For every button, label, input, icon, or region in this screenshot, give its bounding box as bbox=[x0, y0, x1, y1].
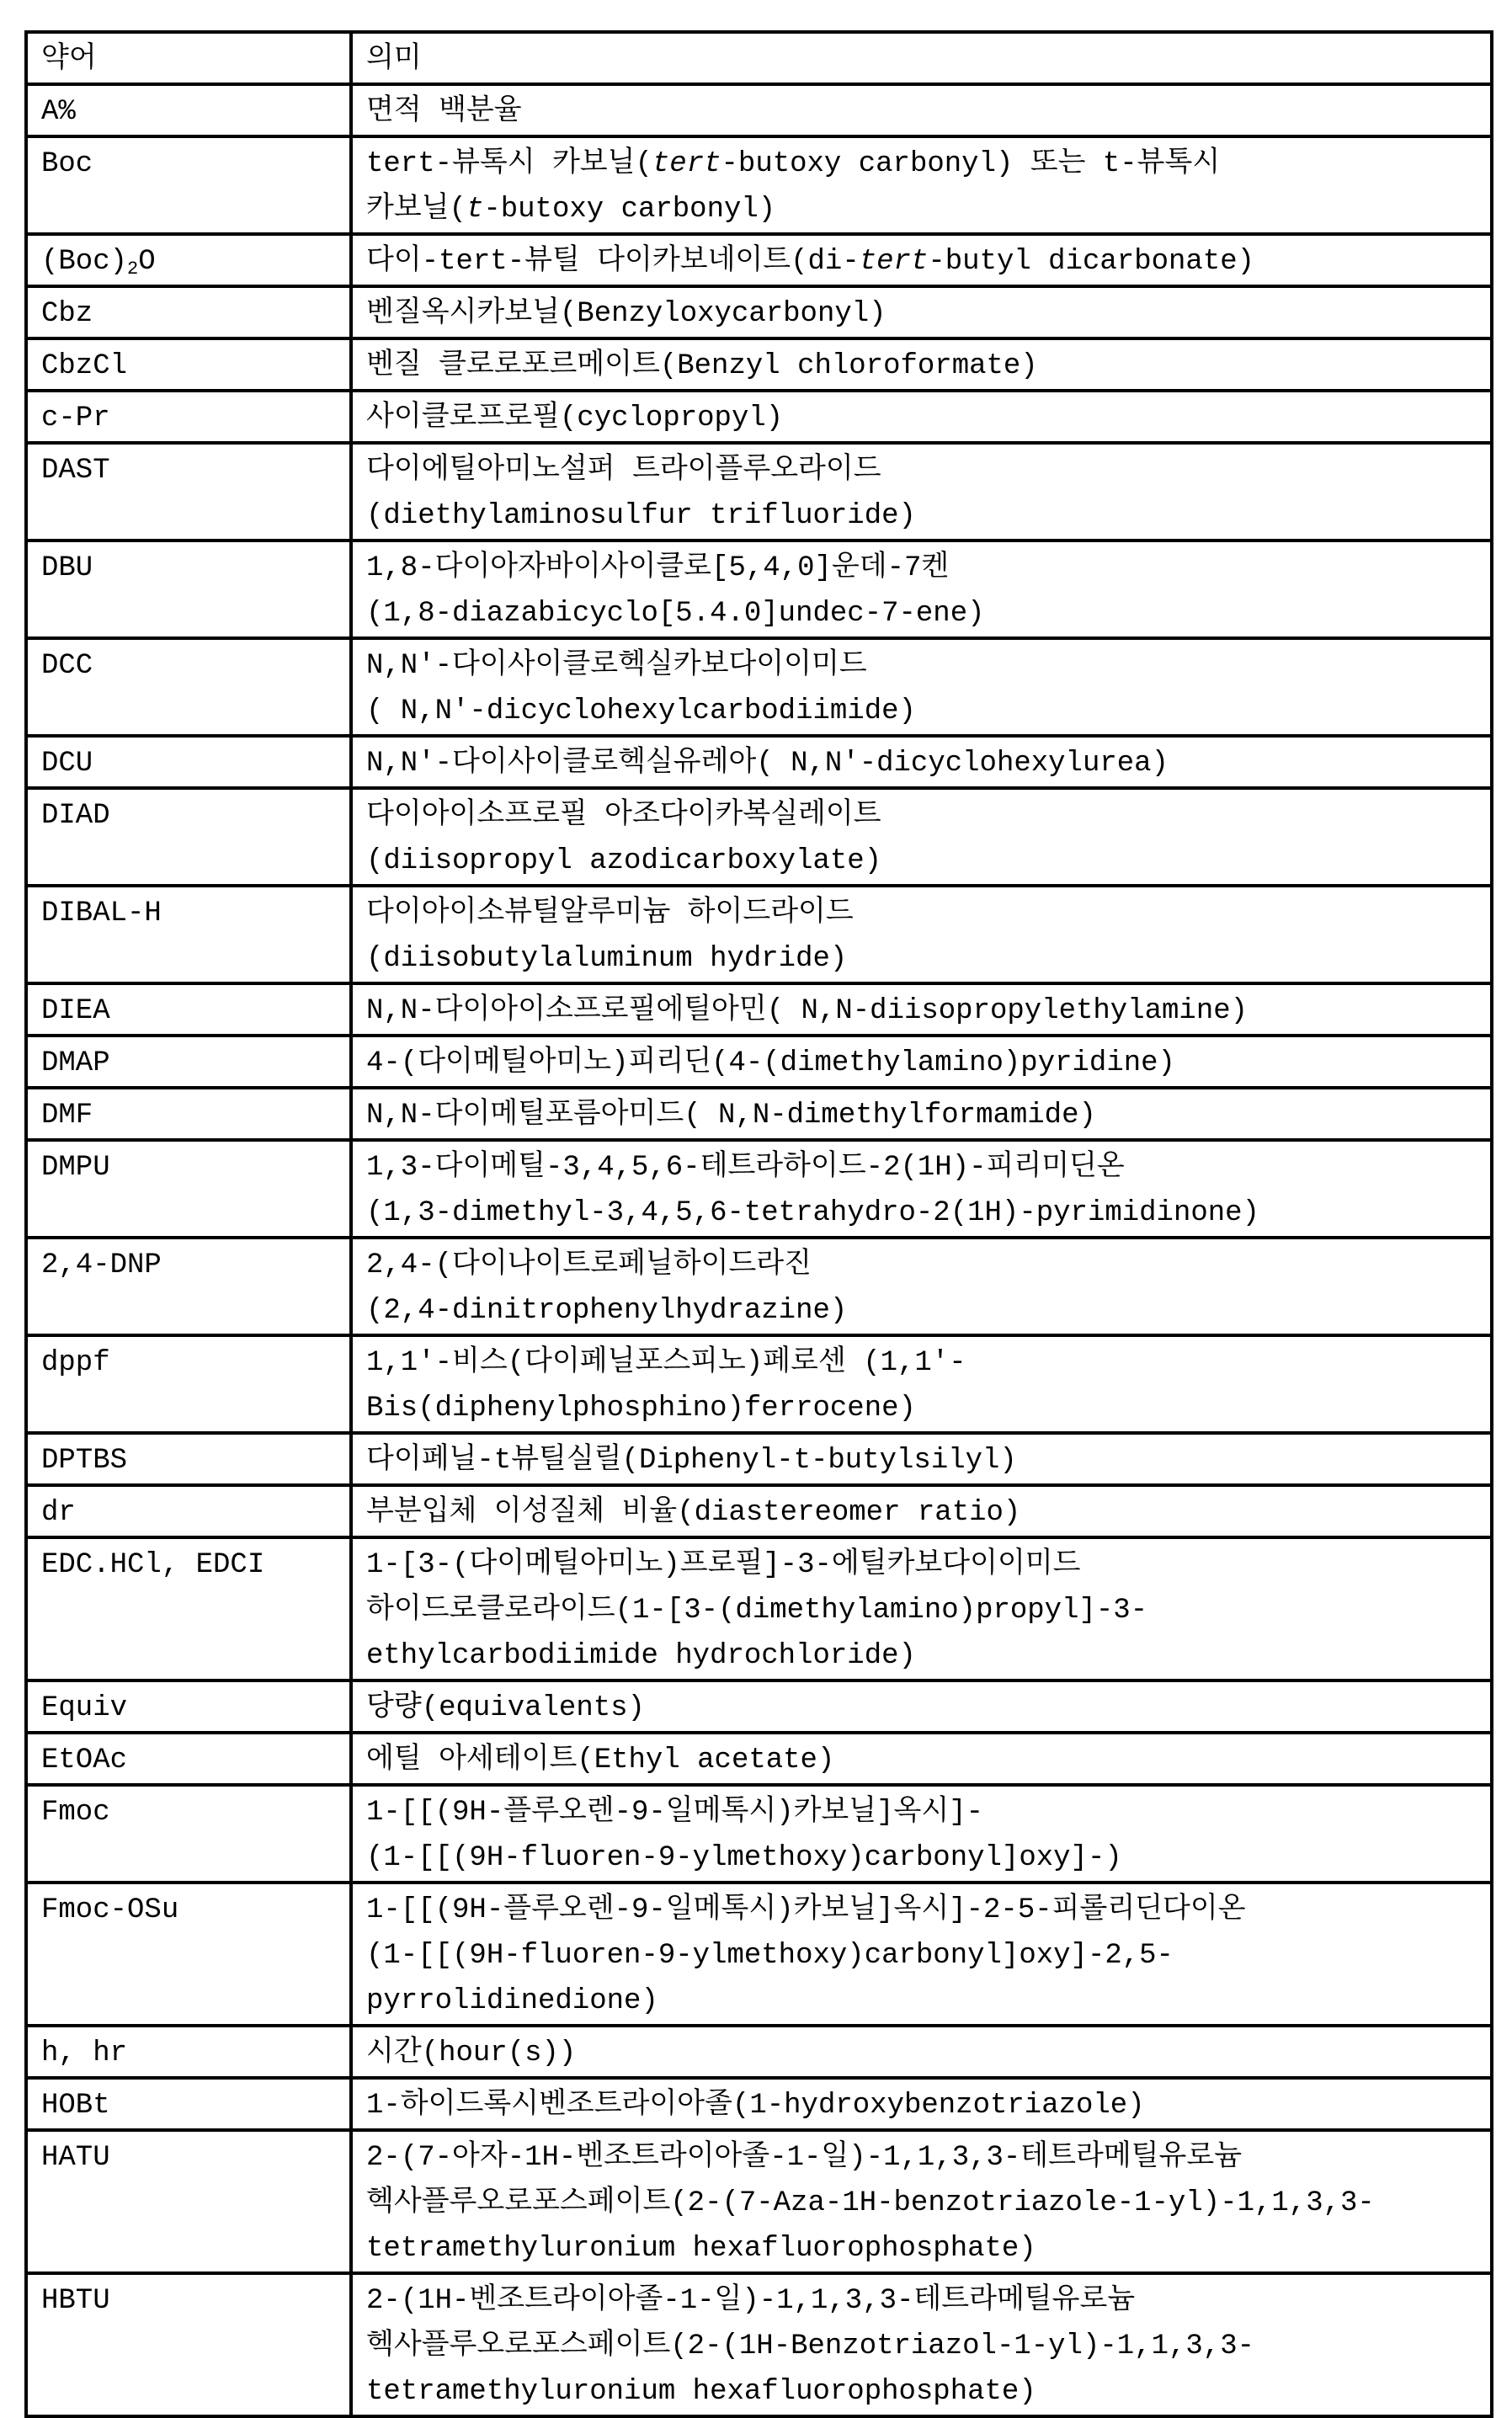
abbreviation-cell bbox=[26, 391, 351, 443]
meaning-text: 1-[3-(다이메틸아미노)프로필]-3-에틸카보다이이미드 bbox=[366, 1549, 1080, 1581]
abbreviation-text: EDC.HCl, EDCI bbox=[41, 1549, 264, 1581]
table-row bbox=[26, 1036, 1492, 1088]
meaning-text: -butoxy carbonyl) bbox=[483, 194, 775, 226]
abbreviation-cell bbox=[26, 338, 351, 391]
meaning-text: 하이드로클로라이드(1-[3-(dimethylamino)propyl]-3- bbox=[366, 1595, 1147, 1627]
abbreviation-text: Equiv bbox=[41, 1692, 127, 1724]
meaning-text: 2-(1H-벤조트라이아졸-1-일)-1,1,3,3-테트라메틸유로늄 bbox=[366, 2285, 1135, 2317]
abbreviation-cell bbox=[26, 443, 351, 541]
abbreviation-text: HBTU bbox=[41, 2285, 110, 2317]
meaning-line bbox=[366, 591, 1478, 636]
meaning-line bbox=[366, 741, 1478, 786]
abbreviation-cell bbox=[26, 983, 351, 1036]
meaning-text: 1,8-다이아자바이사이클로[5,4,0]운데-7켄 bbox=[366, 552, 949, 584]
meaning-text: (1-[[(9H-fluoren-9-ylmethoxy)carbonyl]oxy]-2,5- bbox=[366, 1940, 1174, 1972]
abbreviation-cell bbox=[26, 2078, 351, 2130]
meaning-text: 벤질옥시카보닐(Benzyloxycarbonyl) bbox=[366, 298, 886, 330]
meaning-line bbox=[366, 396, 1478, 441]
meaning-text: 에틸 아세테이트(Ethyl acetate) bbox=[366, 1744, 834, 1776]
meaning-line bbox=[366, 1145, 1478, 1190]
abbreviation-text: Fmoc-OSu bbox=[41, 1894, 178, 1926]
meaning-text: 카보닐( bbox=[366, 194, 466, 226]
meaning-line bbox=[366, 448, 1478, 493]
abbreviation-cell bbox=[26, 788, 351, 886]
abbreviation-text-suffix: O bbox=[138, 246, 155, 278]
meaning-line bbox=[366, 2135, 1478, 2181]
abbreviation-text: EtOAc bbox=[41, 1744, 127, 1776]
table-row bbox=[26, 1485, 1492, 1537]
meaning-text: 다이에틸아미노설퍼 트라이플루오라이드 bbox=[366, 455, 881, 487]
abbreviation-text: c-Pr bbox=[41, 402, 110, 434]
table-row bbox=[26, 1785, 1492, 1883]
meaning-cell bbox=[351, 2130, 1492, 2273]
meaning-cell bbox=[351, 1238, 1492, 1335]
meaning-cell bbox=[351, 286, 1492, 338]
meaning-line bbox=[366, 1190, 1478, 1236]
meaning-cell bbox=[351, 338, 1492, 391]
meaning-text: 시간(hour(s)) bbox=[366, 2037, 576, 2069]
meaning-text: 2-(7-아자-1H-벤조트라이아졸-1-일)-1,1,3,3-테트라메틸유로늄 bbox=[366, 2142, 1242, 2174]
meaning-text: (2,4-dinitrophenylhydrazine) bbox=[366, 1295, 847, 1327]
meaning-line bbox=[366, 1490, 1478, 1536]
meaning-line bbox=[366, 988, 1478, 1034]
meaning-cell bbox=[351, 84, 1492, 136]
abbreviation-cell bbox=[26, 1140, 351, 1238]
abbreviation-text: HOBt bbox=[41, 2090, 110, 2122]
meaning-text: (diethylaminosulfur trifluoride) bbox=[366, 500, 916, 532]
meaning-cell bbox=[351, 541, 1492, 638]
meaning-cell bbox=[351, 391, 1492, 443]
meaning-line bbox=[366, 2324, 1478, 2369]
meaning-cell bbox=[351, 1785, 1492, 1883]
abbreviation-cell bbox=[26, 886, 351, 983]
meaning-text: 부분입체 이성질체 비율(diastereomer ratio) bbox=[366, 1497, 1020, 1529]
meaning-text: -butoxy carbonyl) 또는 t-뷰톡시 bbox=[721, 148, 1221, 180]
abbreviation-text: DCU bbox=[41, 748, 93, 780]
abbreviation-cell bbox=[26, 2026, 351, 2078]
meaning-text: tetramethyluronium hexafluorophosphate) bbox=[366, 2233, 1036, 2265]
abbreviation-subscript: 2 bbox=[127, 258, 138, 280]
header-meaning: 의미 bbox=[351, 32, 1492, 84]
meaning-cell bbox=[351, 736, 1492, 788]
meaning-cell bbox=[351, 1680, 1492, 1733]
abbreviation-text: CbzCl bbox=[41, 350, 127, 382]
abbreviation-cell bbox=[26, 1785, 351, 1883]
meaning-text: N,N'-다이사이클로헥실카보다이이미드 bbox=[366, 650, 867, 682]
meaning-text: 1-[[(9H-플루오렌-9-일메톡시)카보닐]옥시]- bbox=[366, 1797, 983, 1829]
meaning-text: tert-뷰톡시 카보닐( bbox=[366, 148, 652, 180]
meaning-cell bbox=[351, 1733, 1492, 1785]
abbreviation-cell bbox=[26, 541, 351, 638]
meaning-text: N,N-다이메틸포름아미드( N,N-dimethylformamide) bbox=[366, 1100, 1096, 1132]
meaning-line bbox=[366, 344, 1478, 389]
meaning-line bbox=[366, 187, 1478, 232]
meaning-line bbox=[366, 1288, 1478, 1334]
table-row bbox=[26, 886, 1492, 983]
meaning-cell bbox=[351, 886, 1492, 983]
table-row bbox=[26, 84, 1492, 136]
meaning-line bbox=[366, 689, 1478, 734]
meaning-line bbox=[366, 643, 1478, 689]
table-row bbox=[26, 736, 1492, 788]
abbreviation-cell bbox=[26, 736, 351, 788]
meaning-text: 다이-tert-뷰틸 다이카보네이트(di- bbox=[366, 246, 860, 278]
meaning-text: 사이클로프로필(cyclopropyl) bbox=[366, 402, 783, 434]
abbreviation-text: (Boc) bbox=[41, 246, 127, 278]
abbreviation-text: Cbz bbox=[41, 298, 93, 330]
meaning-line bbox=[366, 2226, 1478, 2272]
table-row bbox=[26, 1238, 1492, 1335]
meaning-text: 벤질 클로로포르메이트(Benzyl chloroformate) bbox=[366, 350, 1038, 382]
meaning-line bbox=[366, 1686, 1478, 1731]
abbreviation-text: DIBAL-H bbox=[41, 897, 162, 929]
meaning-line bbox=[366, 2083, 1478, 2128]
table-row bbox=[26, 638, 1492, 736]
meaning-text: 1-[[(9H-플루오렌-9-일메톡시)카보닐]옥시]-2-5-피롤리딘다이온 bbox=[366, 1894, 1246, 1926]
abbreviation-cell bbox=[26, 286, 351, 338]
meaning-text: 헥사플루오로포스페이트(2-(1H-Benzotriazol-1-yl)-1,1,3,3- bbox=[366, 2330, 1254, 2362]
abbreviation-cell bbox=[26, 1335, 351, 1433]
meaning-text: tetramethyluronium hexafluorophosphate) bbox=[366, 2376, 1036, 2408]
meaning-text: -butyl dicarbonate) bbox=[928, 246, 1254, 278]
abbreviation-cell bbox=[26, 1088, 351, 1140]
meaning-cell bbox=[351, 2078, 1492, 2130]
meaning-line bbox=[366, 1340, 1478, 1386]
table-row bbox=[26, 1433, 1492, 1485]
meaning-line bbox=[366, 1093, 1478, 1138]
meaning-line bbox=[366, 1633, 1478, 1679]
meaning-line bbox=[366, 839, 1478, 884]
meaning-line bbox=[366, 1386, 1478, 1431]
meaning-text: 면적 백분율 bbox=[366, 96, 522, 128]
abbreviation-cell bbox=[26, 1238, 351, 1335]
meaning-text: 헥사플루오로포스페이트(2-(7-Aza-1H-benzotriazole-1-yl)-1,1,3,3- bbox=[366, 2187, 1375, 2219]
meaning-line bbox=[366, 2181, 1478, 2226]
abbreviation-text: DAST bbox=[41, 455, 110, 487]
abbreviation-cell bbox=[26, 638, 351, 736]
table-row bbox=[26, 2078, 1492, 2130]
italic-text: tert bbox=[652, 148, 721, 180]
table-row bbox=[26, 443, 1492, 541]
abbreviation-text: h, hr bbox=[41, 2037, 127, 2069]
meaning-cell bbox=[351, 234, 1492, 286]
italic-text: t bbox=[466, 194, 483, 226]
meaning-text: 1,3-다이메틸-3,4,5,6-테트라하이드-2(1H)-피리미딘온 bbox=[366, 1152, 1125, 1184]
meaning-text: N,N'-다이사이클로헥실유레아( N,N'-dicyclohexylurea) bbox=[366, 748, 1169, 780]
meaning-line bbox=[366, 2369, 1478, 2415]
meaning-text: pyrrolidinedione) bbox=[366, 1985, 658, 2017]
table-row bbox=[26, 1335, 1492, 1433]
table-row bbox=[26, 136, 1492, 234]
abbreviation-text: Fmoc bbox=[41, 1797, 110, 1829]
meaning-cell bbox=[351, 638, 1492, 736]
meaning-text: 1-하이드록시벤조트라이아졸(1-hydroxybenzotriazole) bbox=[366, 2090, 1145, 2122]
meaning-cell bbox=[351, 1433, 1492, 1485]
meaning-line bbox=[366, 936, 1478, 982]
meaning-line bbox=[366, 1835, 1478, 1881]
meaning-text: (diisobutylaluminum hydride) bbox=[366, 943, 847, 975]
meaning-text: 다이아이소뷰틸알루미늄 하이드라이드 bbox=[366, 897, 854, 929]
table-row bbox=[26, 2273, 1492, 2416]
table-row bbox=[26, 1088, 1492, 1140]
abbreviation-cell bbox=[26, 1537, 351, 1680]
abbreviation-text: HATU bbox=[41, 2142, 110, 2174]
meaning-text: (1,8-diazabicyclo[5.4.0]undec-7-ene) bbox=[366, 598, 985, 630]
meaning-line bbox=[366, 1790, 1478, 1835]
meaning-line bbox=[366, 239, 1478, 285]
meaning-cell bbox=[351, 443, 1492, 541]
abbreviation-cell bbox=[26, 1433, 351, 1485]
table-row bbox=[26, 1733, 1492, 1785]
meaning-text: Bis(diphenylphosphino)ferrocene) bbox=[366, 1393, 916, 1425]
abbreviation-text: dr bbox=[41, 1497, 76, 1529]
meaning-cell bbox=[351, 1883, 1492, 2026]
meaning-cell bbox=[351, 1036, 1492, 1088]
abbreviation-text: DBU bbox=[41, 552, 93, 584]
meaning-text: ethylcarbodiimide hydrochloride) bbox=[366, 1640, 916, 1672]
abbreviation-cell bbox=[26, 1733, 351, 1785]
table-row bbox=[26, 2026, 1492, 2078]
meaning-cell bbox=[351, 788, 1492, 886]
abbreviation-cell bbox=[26, 2273, 351, 2416]
abbreviation-cell bbox=[26, 234, 351, 286]
abbreviation-cell bbox=[26, 1680, 351, 1733]
meaning-text: 1,1'-비스(다이페닐포스피노)페로센 (1,1'- bbox=[366, 1347, 966, 1379]
abbreviation-text: DIAD bbox=[41, 800, 110, 832]
meaning-text: 4-(다이메틸아미노)피리딘(4-(dimethylamino)pyridine) bbox=[366, 1047, 1175, 1079]
abbreviation-text: DMPU bbox=[41, 1152, 110, 1184]
abbreviation-cell bbox=[26, 1036, 351, 1088]
meaning-cell bbox=[351, 136, 1492, 234]
meaning-line bbox=[366, 291, 1478, 337]
meaning-line bbox=[366, 1542, 1478, 1588]
meaning-text: N,N-다이아이소프로필에틸아민( N,N-diisopropylethylamine) bbox=[366, 995, 1248, 1027]
meaning-line bbox=[366, 141, 1478, 187]
table-row bbox=[26, 2130, 1492, 2273]
meaning-text: (diisopropyl azodicarboxylate) bbox=[366, 845, 881, 877]
abbreviation-cell bbox=[26, 1485, 351, 1537]
table-body bbox=[26, 32, 1492, 2416]
meaning-text: (1,3-dimethyl-3,4,5,6-tetrahydro-2(1H)-pyrimidinone) bbox=[366, 1197, 1259, 1229]
meaning-line bbox=[366, 493, 1478, 539]
table-row bbox=[26, 234, 1492, 286]
meaning-line bbox=[366, 2031, 1478, 2076]
meaning-line bbox=[366, 1243, 1478, 1288]
meaning-cell bbox=[351, 1088, 1492, 1140]
abbreviation-text: DMF bbox=[41, 1100, 93, 1132]
meaning-text: 당량(equivalents) bbox=[366, 1692, 645, 1724]
abbreviation-cell bbox=[26, 84, 351, 136]
table-row bbox=[26, 541, 1492, 638]
meaning-cell bbox=[351, 1335, 1492, 1433]
table-header-row bbox=[26, 32, 1492, 84]
meaning-text: ( N,N'-dicyclohexylcarbodiimide) bbox=[366, 695, 916, 727]
meaning-line bbox=[366, 891, 1478, 936]
table-row bbox=[26, 1140, 1492, 1238]
meaning-cell bbox=[351, 1537, 1492, 1680]
meaning-text: 다이아이소프로필 아조다이카복실레이트 bbox=[366, 800, 881, 832]
meaning-text: 다이페닐-t뷰틸실릴(Diphenyl-t-butylsilyl) bbox=[366, 1445, 1017, 1477]
meaning-cell bbox=[351, 983, 1492, 1036]
table-row bbox=[26, 338, 1492, 391]
abbreviations-table bbox=[24, 30, 1493, 2418]
table-row bbox=[26, 1680, 1492, 1733]
abbreviation-cell bbox=[26, 2130, 351, 2273]
meaning-text: (1-[[(9H-fluoren-9-ylmethoxy)carbonyl]oxy]-) bbox=[366, 1842, 1122, 1874]
table-row bbox=[26, 983, 1492, 1036]
meaning-line bbox=[366, 1888, 1478, 1933]
meaning-line bbox=[366, 1979, 1478, 2024]
abbreviation-text: 2,4-DNP bbox=[41, 1249, 162, 1281]
meaning-line bbox=[366, 546, 1478, 591]
abbreviation-cell bbox=[26, 136, 351, 234]
meaning-line bbox=[366, 1438, 1478, 1483]
meaning-cell bbox=[351, 2026, 1492, 2078]
abbreviation-text: dppf bbox=[41, 1347, 110, 1379]
meaning-cell bbox=[351, 2273, 1492, 2416]
table-row bbox=[26, 788, 1492, 886]
meaning-cell bbox=[351, 1485, 1492, 1537]
table-row bbox=[26, 1537, 1492, 1680]
abbreviation-text: DIEA bbox=[41, 995, 110, 1027]
table-row bbox=[26, 286, 1492, 338]
abbreviation-text: Boc bbox=[41, 148, 93, 180]
meaning-line bbox=[366, 89, 1478, 135]
meaning-line bbox=[366, 1041, 1478, 1086]
meaning-line bbox=[366, 1588, 1478, 1633]
meaning-line bbox=[366, 2278, 1478, 2324]
table-row bbox=[26, 1883, 1492, 2026]
abbreviation-text: DPTBS bbox=[41, 1445, 127, 1477]
abbreviation-text: A% bbox=[41, 96, 76, 128]
meaning-line bbox=[366, 1738, 1478, 1783]
abbreviation-cell bbox=[26, 1883, 351, 2026]
meaning-line bbox=[366, 793, 1478, 839]
meaning-cell bbox=[351, 1140, 1492, 1238]
abbreviation-text: DCC bbox=[41, 650, 93, 682]
italic-text: tert bbox=[860, 246, 929, 278]
table-row bbox=[26, 391, 1492, 443]
meaning-line bbox=[366, 1933, 1478, 1979]
meaning-text: 2,4-(다이나이트로페닐하이드라진 bbox=[366, 1249, 812, 1281]
header-abbreviation: 약어 bbox=[26, 32, 351, 84]
abbreviation-text: DMAP bbox=[41, 1047, 110, 1079]
